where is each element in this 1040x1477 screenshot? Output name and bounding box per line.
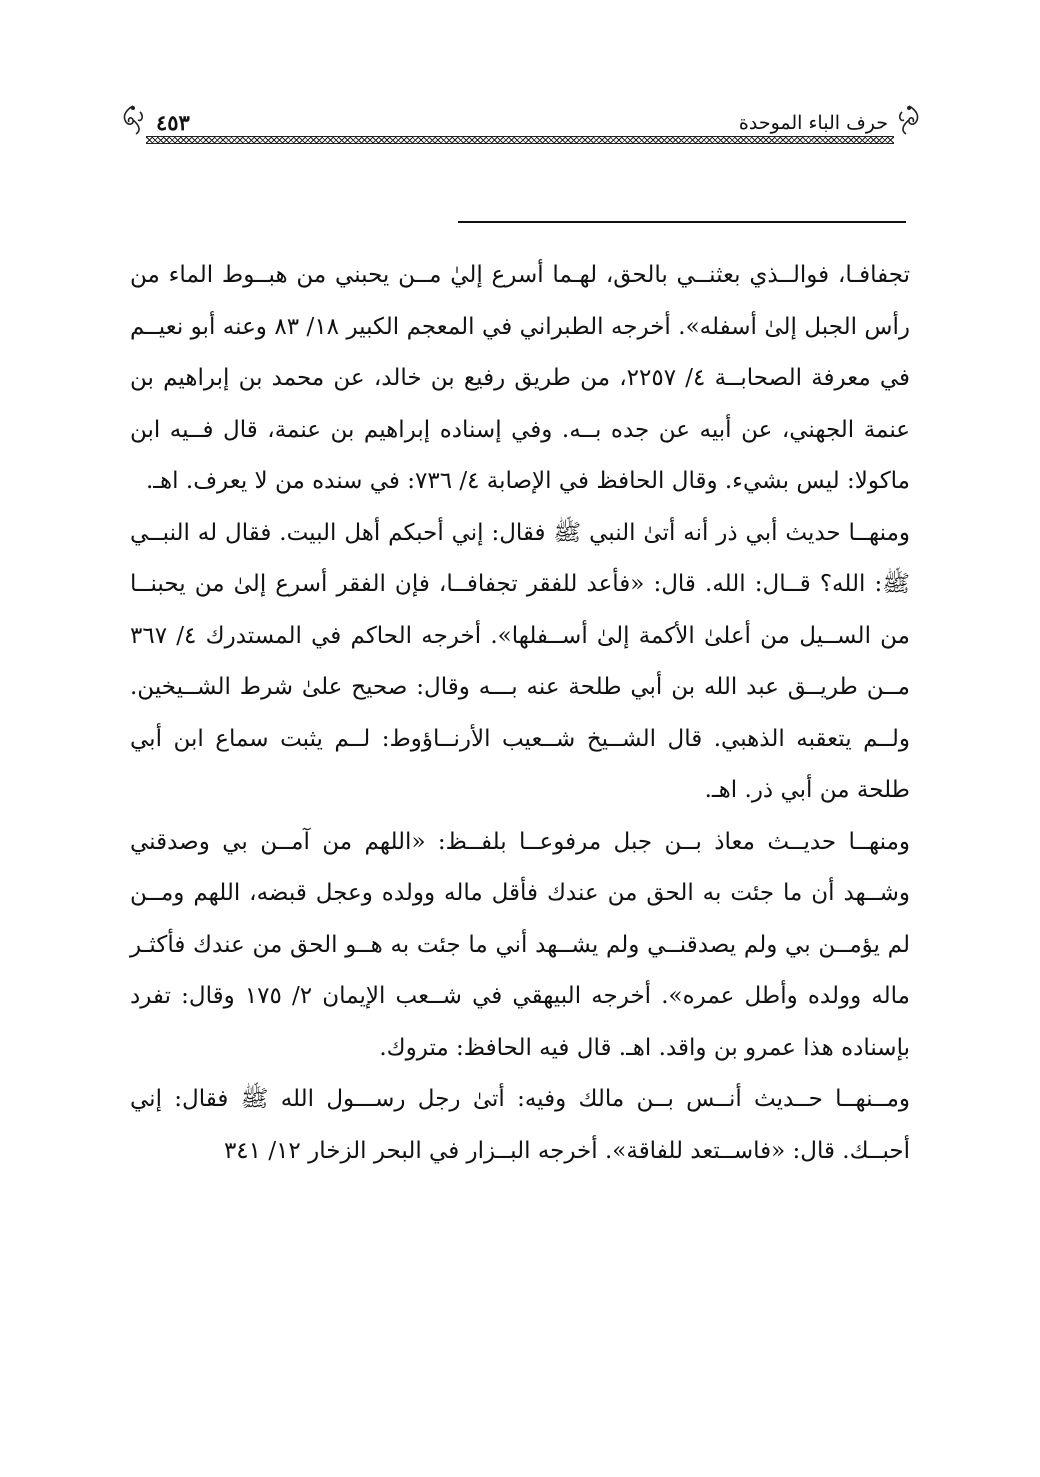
- page-header: [130, 100, 910, 146]
- paragraph: ومنهــا حديث أبي ذر أنه أتىٰ النبي ﷺ فقال: إني أحبكم أهل البيت. فقال له النبــي ﷺ: الله؟ قــال: الله. قال: «فأعد للفقر تجفافــا، فإن الفقر أسرع إلىٰ من يحبنــا من الســيل من أعلىٰ الأكمة إلىٰ أســفلها». أخرجه الحاكم في المستدرك ٤/ ٣٦٧ مــن طريــق عبد الله بن أبي طلحة عنه بـــه وقال: صحيح علىٰ شرط الشــيخين. ولــم يتعقبه الذهبي. قال الشــيخ شــعيب الأرنــاؤوط: لــم يثبت سماع ابن أبي طلحة من أبي ذر. اهـ.: [130, 519, 911, 803]
- section-title: حرف الباء الموحدة: [738, 112, 888, 134]
- footnote-separator: [458, 221, 906, 223]
- paragraph: ومنهــا حديــث معاذ بــن جبل مرفوعــا بلفــظ: «اللهم من آمــن بي وصدقني وشــهد أن ما جئت به الحق من عندك فأقل ماله وولده وعجل قبضه، اللهم ومــن لم يؤمــن بي ولم يصدقنــي ولم يشــهد أني ما جئت به هــو الحق من عندك فأكثـر ماله وولده وأطل عمره». أخرجه البيهقي في شــعب الإيمان ٢/ ١٧٥ وقال: تفرد بإسناده هذا عمرو بن واقد. اهـ. قال فيه الحافظ: متروك.: [130, 828, 910, 1061]
- ornament-icon: [894, 104, 924, 136]
- ornament-icon: [118, 104, 148, 136]
- paragraph: ومــنهــا حــديث أنــس بــن مالك وفيه: أتىٰ رجل رســـول الله ﷺ فقال: إني أحبــك. قال: «فاســتعد للفاقة». أخرجه البــزار في البحر الزخار ١٢/ ٣٤١: [130, 1086, 910, 1164]
- page-number: ٤٥٣: [156, 110, 190, 135]
- paragraph: تجفافـا، فوالــذي بعثنــي بالحق، لهـما أسرع إليٰ مــن يحبني من هبــوط الماء من رأس الجبل إلىٰ أسفله». أخرجه الطبراني في المعجم الكبير ١٨/ ٨٣ وعنه أبو نعيــم في معرفة الصحابــة ٤/ ٢٢٥٧، من طريق رفيع بن خالد، عن محمد بن إبراهيم بن عنمة الجهني، عن أبيه عن جده بــه. وفي إسناده إبراهيم بن عنمة، قال فــيه ابن ماكولا: ليس بشيء. وقال الحافظ في الإصابة ٤/ ٧٣٦: في سنده من لا يعرف. اهـ.: [130, 262, 911, 494]
- footnote-text: [130, 250, 910, 1177]
- header-rule: [146, 136, 894, 144]
